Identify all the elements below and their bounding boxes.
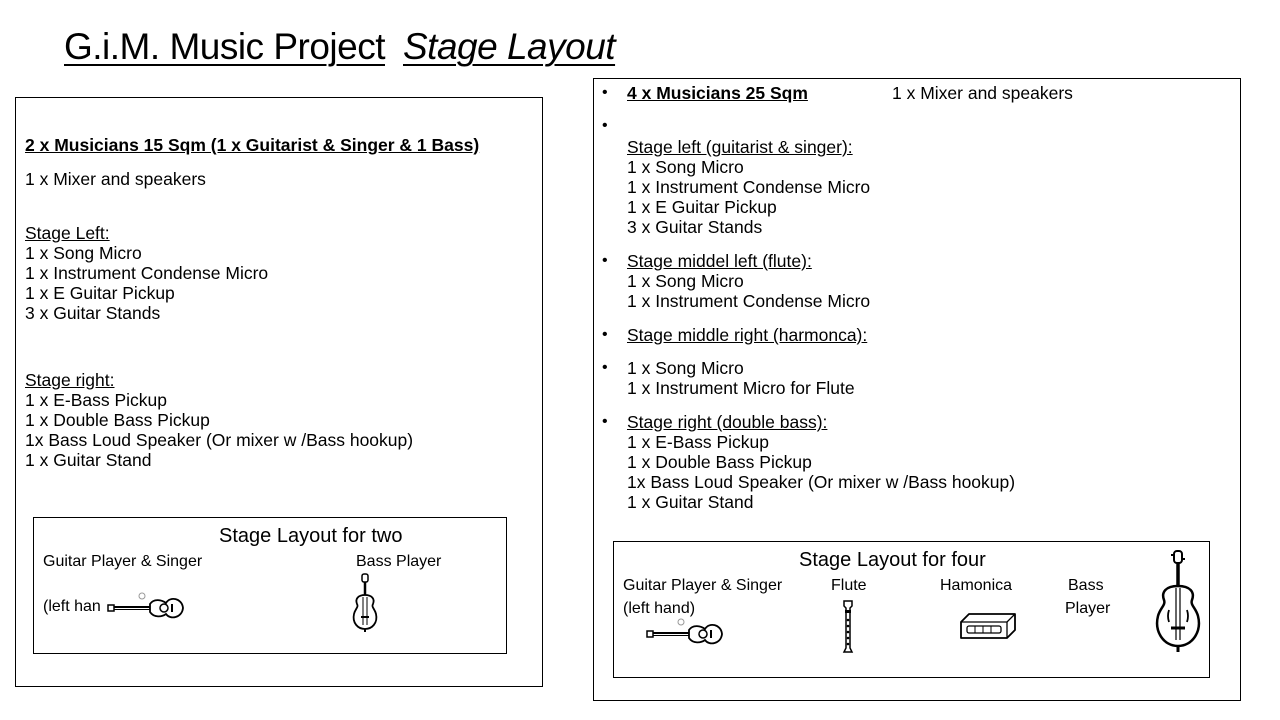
bullet-icon: • xyxy=(602,326,608,343)
list-item: 1 x E-Bass Pickup xyxy=(25,390,167,410)
double-bass-icon xyxy=(1152,550,1204,654)
four-stage-middle-right-label: Stage middle right (harmonca): xyxy=(627,325,868,345)
flute-icon xyxy=(841,600,855,654)
two-stage-left-label: Stage Left: xyxy=(25,223,110,243)
list-item: 1 x Song Micro xyxy=(627,157,744,177)
left-hand-label: (left hand) xyxy=(623,600,696,617)
four-stage-right-label: Stage right (double bass): xyxy=(627,412,828,432)
guitar-player-label: Guitar Player & Singer xyxy=(43,553,203,570)
bullet-icon: • xyxy=(602,84,608,101)
harmonica-label: Hamonica xyxy=(940,577,1013,594)
list-item: 1 x Instrument Condense Micro xyxy=(25,263,269,283)
list-item: 1 x Double Bass Pickup xyxy=(627,452,812,472)
two-musicians-heading: 2 x Musicians 15 Sqm (1 x Guitarist & Singer & 1 Bass) xyxy=(25,135,480,155)
violin-icon xyxy=(350,573,380,633)
list-item: 1 x Guitar Stand xyxy=(25,450,152,470)
list-item: 1 x Instrument Condense Micro xyxy=(627,177,871,197)
page-title xyxy=(64,26,615,68)
two-stage-right-section xyxy=(25,370,413,470)
list-item: 1 x Instrument Micro for Flute xyxy=(627,378,855,398)
title-sub: Stage Layout xyxy=(403,26,616,67)
four-stage-right-section xyxy=(627,412,1015,512)
four-stage-middel-left-section xyxy=(627,251,870,311)
list-item: 3 x Guitar Stands xyxy=(627,217,763,237)
left-hand-label: (left han xyxy=(43,598,101,615)
two-stage-right-label: Stage right: xyxy=(25,370,115,390)
bass-player-label: Bass Player xyxy=(356,553,442,570)
bass-label-bottom: Player xyxy=(1065,600,1111,617)
bullet-icon: • xyxy=(602,413,608,430)
four-stage-left-section xyxy=(627,137,870,237)
list-item: 1 x Song Micro xyxy=(25,243,142,263)
harmonica-icon xyxy=(957,612,1019,642)
four-micro-section xyxy=(627,358,855,398)
four-musicians-heading: 4 x Musicians 25 Sqm xyxy=(627,83,808,103)
list-item: 1 x Song Micro xyxy=(627,271,744,291)
four-stage-middel-left-label: Stage middel left (flute): xyxy=(627,251,812,271)
bullet-icon: • xyxy=(602,117,608,134)
list-item: 3 x Guitar Stands xyxy=(25,303,161,323)
list-item: 1 x Guitar Stand xyxy=(627,492,754,512)
two-stage-left-section xyxy=(25,223,268,323)
flute-label: Flute xyxy=(831,577,867,594)
guitar-player-label: Guitar Player & Singer xyxy=(623,577,783,594)
list-item: 1 x Song Micro xyxy=(627,358,744,378)
bass-label-top: Bass xyxy=(1068,577,1104,594)
bullet-icon: • xyxy=(602,359,608,376)
four-stage-left-label: Stage left (guitarist & singer): xyxy=(627,137,853,157)
two-mixer-text: 1 x Mixer and speakers xyxy=(25,169,206,189)
guitar-icon xyxy=(106,590,186,626)
list-item: 1 x Instrument Condense Micro xyxy=(627,291,871,311)
guitar-icon xyxy=(645,616,725,652)
list-item: 1 x E Guitar Pickup xyxy=(627,197,777,217)
stage-layout-four-title: Stage Layout for four xyxy=(799,549,986,571)
stage-layout-two-title: Stage Layout for two xyxy=(219,525,403,547)
bullet-icon: • xyxy=(602,252,608,269)
list-item: 1 x E-Bass Pickup xyxy=(627,432,769,452)
list-item: 1x Bass Loud Speaker (Or mixer w /Bass hookup) xyxy=(25,430,414,450)
list-item: 1x Bass Loud Speaker (Or mixer w /Bass hookup) xyxy=(627,472,1016,492)
list-item: 1 x E Guitar Pickup xyxy=(25,283,175,303)
list-item: 1 x Double Bass Pickup xyxy=(25,410,210,430)
four-mixer-text: 1 x Mixer and speakers xyxy=(892,83,1073,103)
title-main: G.i.M. Music Project xyxy=(64,26,385,67)
